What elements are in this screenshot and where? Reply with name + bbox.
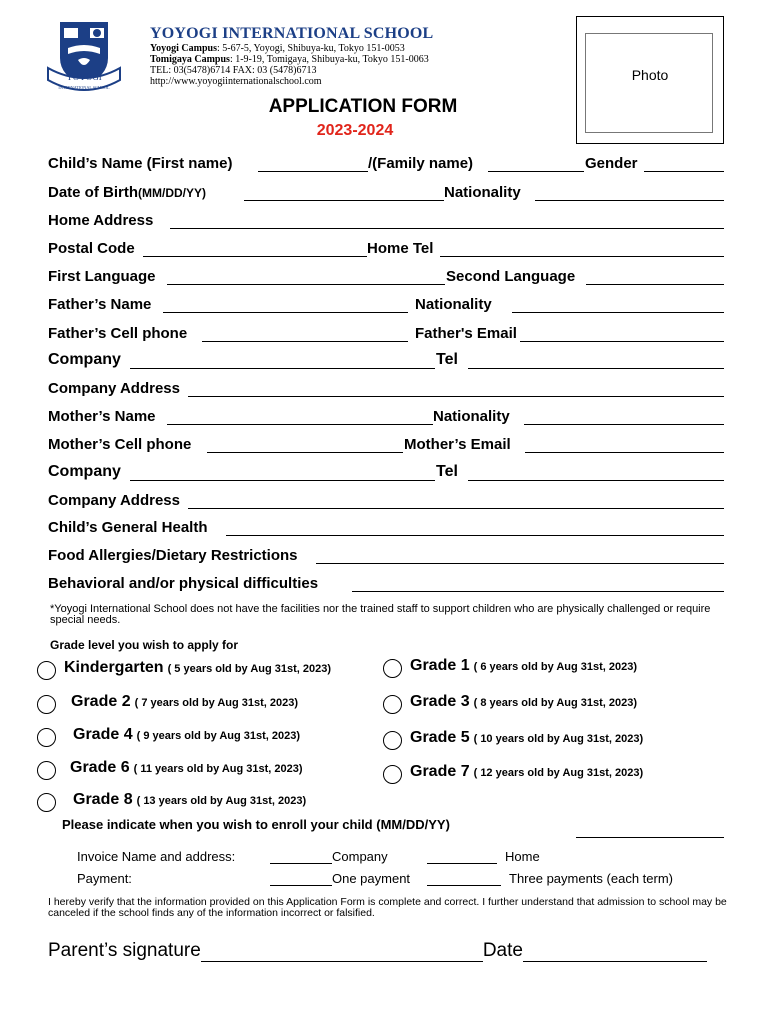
- father-tel-label: Tel: [436, 351, 458, 368]
- mother-company-label: Company: [48, 463, 121, 480]
- father-tel-field[interactable]: [468, 368, 724, 369]
- grade-age-3: ( 8 years old by Aug 31st, 2023): [473, 697, 638, 709]
- dob-field[interactable]: [244, 200, 444, 201]
- row-mother-cell: [48, 431, 724, 455]
- date-label: Date: [482, 940, 523, 961]
- form-title: APPLICATION FORM: [268, 96, 458, 117]
- row-mother-company-address: [48, 487, 724, 511]
- row-general-health: [48, 514, 724, 538]
- payment-three-label: Three payments (each term): [509, 871, 674, 886]
- photo-inner-frame: [585, 33, 713, 133]
- father-cell-label: Father’s Cell phone: [48, 325, 188, 342]
- row-postal: [48, 235, 724, 259]
- grade-name-6: Grade 6: [70, 759, 130, 776]
- school-name: YOYOGI INTERNATIONAL SCHOOL: [150, 25, 434, 42]
- tel-fax: TEL: 03(5478)6714 FAX: 03 (5478)6713: [150, 65, 317, 76]
- payment-label: Payment:: [77, 871, 132, 886]
- child-family-name-field[interactable]: [488, 171, 584, 172]
- mother-cell-field[interactable]: [207, 452, 403, 453]
- grade-age-5: ( 10 years old by Aug 31st, 2023): [473, 733, 644, 745]
- family-name-label: /(Family name): [368, 155, 474, 172]
- grade-name-3: Grade 3: [410, 693, 470, 710]
- payment-one-label: One payment: [332, 871, 411, 886]
- home-address-field[interactable]: [170, 228, 724, 229]
- behavioral-label: Behavioral and/or physical difficulties: [48, 575, 319, 592]
- grade-label-2: [71, 693, 298, 711]
- invoice-label: Invoice Name and address:: [77, 849, 236, 864]
- mother-tel-label: Tel: [436, 463, 458, 480]
- radio-kindergarten[interactable]: [37, 661, 56, 680]
- yoyogi-campus-address: [150, 43, 405, 54]
- row-child-name: [48, 150, 724, 174]
- radio-grade-6[interactable]: [37, 761, 56, 780]
- child-first-name-field[interactable]: [258, 171, 368, 172]
- invoice-home-label: Home: [505, 849, 540, 864]
- yoyogi-campus-text: : 5-67-5, Yoyogi, Shibuya-ku, Tokyo 151-0053: [216, 43, 405, 54]
- payment-three-option[interactable]: [427, 871, 673, 886]
- mother-company-address-field[interactable]: [188, 508, 724, 509]
- allergies-label: Food Allergies/Dietary Restrictions: [48, 547, 298, 564]
- home-tel-field[interactable]: [440, 256, 724, 257]
- row-father-company-address: [48, 375, 724, 399]
- radio-grade-5[interactable]: [383, 731, 402, 750]
- father-name-field[interactable]: [163, 312, 408, 313]
- second-language-field[interactable]: [586, 284, 724, 285]
- radio-grade-7[interactable]: [383, 765, 402, 784]
- dob-label-text: Date of Birth: [48, 184, 138, 201]
- father-company-address-label: Company Address: [48, 380, 180, 397]
- dob-label: [48, 184, 206, 201]
- row-allergies: [48, 542, 724, 566]
- father-name-label: Father’s Name: [48, 296, 152, 313]
- grade-age-6: ( 11 years old by Aug 31st, 2023): [133, 763, 303, 775]
- tomigaya-campus-address: [150, 54, 429, 65]
- grade-age-1: ( 6 years old by Aug 31st, 2023): [473, 661, 638, 673]
- grade-name-4: Grade 4: [73, 726, 133, 743]
- row-behavioral: [48, 570, 724, 594]
- parent-signature-label: Parent’s signature: [48, 940, 201, 961]
- grade-age-8: ( 13 years old by Aug 31st, 2023): [136, 795, 307, 807]
- radio-grade-3[interactable]: [383, 695, 402, 714]
- grade-name-1: Grade 1: [410, 657, 470, 674]
- tomigaya-campus-label: Tomigaya Campus: [150, 54, 230, 65]
- father-company-label: Company: [48, 351, 121, 368]
- radio-grade-4[interactable]: [37, 728, 56, 747]
- row-languages: [48, 263, 724, 287]
- website: http://www.yoyogiinternationalschool.com: [150, 76, 322, 87]
- grade-name-5: Grade 5: [410, 729, 470, 746]
- grade-name-kindergarten: Kindergarten: [64, 659, 164, 676]
- grade-label-8: [73, 791, 306, 809]
- second-language-label: Second Language: [446, 268, 576, 285]
- row-father-company: [48, 347, 724, 371]
- father-company-address-field[interactable]: [188, 396, 724, 397]
- grade-label-6: [70, 759, 303, 777]
- nationality-label: Nationality: [444, 184, 521, 201]
- father-email-field[interactable]: [520, 341, 724, 342]
- logo-text-bottom: INTERNATIONAL SCHOOL: [58, 85, 110, 90]
- mother-nationality-field[interactable]: [524, 424, 724, 425]
- father-cell-field[interactable]: [202, 341, 408, 342]
- dob-format: (MM/DD/YY): [138, 186, 206, 200]
- grade-name-8: Grade 8: [73, 791, 133, 808]
- grade-name-7: Grade 7: [410, 763, 470, 780]
- radio-grade-1[interactable]: [383, 659, 402, 678]
- row-father-cell: [48, 320, 724, 344]
- grade-age-2: ( 7 years old by Aug 31st, 2023): [134, 697, 299, 709]
- mother-nationality-label: Nationality: [433, 408, 510, 425]
- invoice-home-blank[interactable]: [427, 851, 497, 864]
- postal-code-field[interactable]: [143, 256, 367, 257]
- child-name-label: Child’s Name (First name): [48, 155, 233, 172]
- signature-row: [48, 940, 707, 962]
- mother-email-label: Mother’s Email: [404, 436, 511, 453]
- grade-name-2: Grade 2: [71, 693, 131, 710]
- home-tel-label: Home Tel: [367, 240, 434, 257]
- invoice-company-label: Company: [332, 849, 388, 864]
- first-language-field[interactable]: [167, 284, 445, 285]
- payment-three-blank[interactable]: [427, 873, 501, 886]
- mother-name-field[interactable]: [167, 424, 433, 425]
- general-health-field[interactable]: [226, 535, 724, 536]
- payment-one-option[interactable]: [270, 871, 410, 886]
- behavioral-field[interactable]: [352, 591, 724, 592]
- grade-label-7: [410, 763, 643, 781]
- father-email-label: Father's Email: [415, 325, 517, 342]
- father-nationality-field[interactable]: [512, 312, 724, 313]
- nationality-field[interactable]: [535, 200, 724, 201]
- enroll-date-prompt: Please indicate when you wish to enroll your child (MM/DD/YY): [62, 817, 450, 832]
- tomigaya-campus-text: : 1-9-19, Tomigaya, Shibuya-ku, Tokyo 151-0063: [229, 54, 429, 65]
- mother-company-address-label: Company Address: [48, 492, 180, 509]
- grade-label-kindergarten: [64, 659, 331, 677]
- grade-age-kindergarten: ( 5 years old by Aug 31st, 2023): [167, 663, 332, 675]
- row-home-address: [48, 207, 724, 231]
- grade-age-7: ( 12 years old by Aug 31st, 2023): [473, 767, 644, 779]
- allergies-field[interactable]: [316, 563, 724, 564]
- radio-grade-2[interactable]: [37, 695, 56, 714]
- father-company-field[interactable]: [130, 368, 435, 369]
- mother-company-field[interactable]: [130, 480, 435, 481]
- special-needs-note: *Yoyogi International School does not have the facilities nor the trained staff to support children who are physically challenged or require special needs.: [50, 603, 711, 626]
- school-year: 2023-2024: [316, 122, 394, 139]
- grade-label-3: [410, 693, 637, 711]
- radio-grade-8[interactable]: [37, 793, 56, 812]
- school-crest-logo: [44, 18, 124, 98]
- grade-label-1: [410, 657, 637, 675]
- enroll-date-field[interactable]: [576, 837, 724, 838]
- invoice-home-option[interactable]: [427, 849, 540, 864]
- general-health-label: Child’s General Health: [48, 519, 208, 536]
- verification-statement: I hereby verify that the information provided on this Application Form is complete and correct. I further understand that admission to school may be canceled if the school finds any of the information incorrect or falsified.: [48, 896, 727, 919]
- photo-label: Photo: [631, 67, 669, 83]
- invoice-company-blank[interactable]: [270, 851, 332, 864]
- payment-one-blank[interactable]: [270, 873, 332, 886]
- mother-cell-label: Mother’s Cell phone: [48, 436, 192, 453]
- parent-signature-field[interactable]: [201, 943, 483, 962]
- mother-name-label: Mother’s Name: [48, 408, 156, 425]
- row-dob: [48, 179, 724, 203]
- invoice-company-option[interactable]: [270, 849, 388, 864]
- yoyogi-campus-label: Yoyogi Campus: [150, 43, 217, 54]
- first-language-label: First Language: [48, 268, 156, 285]
- logo-text-top: YOYOGI: [66, 72, 102, 82]
- father-nationality-label: Nationality: [415, 296, 492, 313]
- mother-tel-field[interactable]: [468, 480, 724, 481]
- row-father-name: [48, 291, 724, 315]
- grade-level-heading: Grade level you wish to apply for: [50, 638, 239, 652]
- mother-email-field[interactable]: [525, 452, 724, 453]
- gender-field[interactable]: [644, 171, 724, 172]
- signature-date-field[interactable]: [523, 943, 707, 962]
- home-address-label: Home Address: [48, 212, 154, 229]
- grade-age-4: ( 9 years old by Aug 31st, 2023): [136, 730, 301, 742]
- row-mother-name: [48, 403, 724, 427]
- gender-label: Gender: [585, 155, 638, 172]
- grade-label-5: [410, 729, 643, 747]
- postal-code-label: Postal Code: [48, 240, 135, 257]
- grade-label-4: [73, 726, 300, 744]
- row-mother-company: [48, 459, 724, 483]
